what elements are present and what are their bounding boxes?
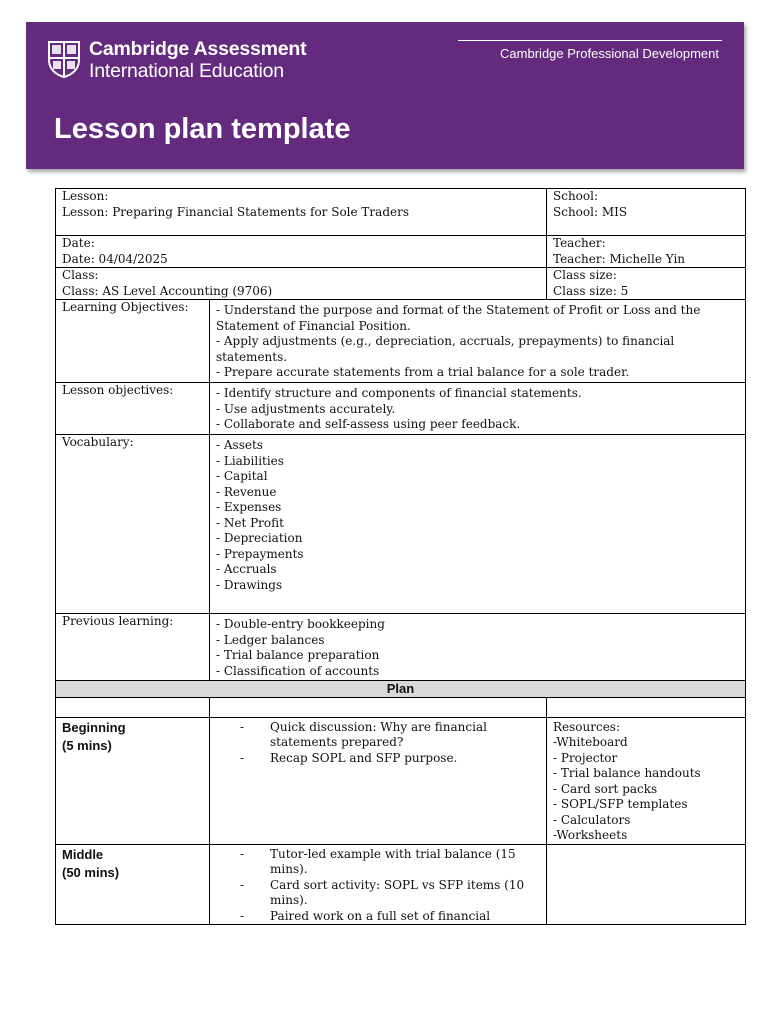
class-row xyxy=(56,268,746,300)
list-item: - Understand the purpose and format of the Statement of Profit or Loss and the Statement of Financial Position. xyxy=(216,303,701,333)
list-item: - Accruals xyxy=(216,562,277,576)
list-item: - Depreciation xyxy=(216,531,303,545)
list-item: - Collaborate and self-assess using peer feedback. xyxy=(216,417,521,431)
school-label: School: xyxy=(553,189,598,203)
list-item: - Card sort packs xyxy=(553,781,658,796)
org-name-line1: Cambridge Assessment xyxy=(89,38,307,60)
learning-objectives-label: Learning Objectives: xyxy=(56,300,210,383)
middle-stage: Middle xyxy=(62,846,104,862)
list-item: - Double-entry bookkeeping xyxy=(216,617,385,631)
previous-learning-row xyxy=(56,614,746,681)
page-title: Lesson plan template xyxy=(54,113,351,145)
lesson-label: Lesson: xyxy=(62,189,109,203)
teacher-value: Teacher: Michelle Yin xyxy=(553,251,686,266)
middle-duration: (50 mins) xyxy=(62,864,120,880)
class-cell xyxy=(56,268,547,300)
teacher-cell xyxy=(547,236,746,268)
list-item: - Quick discussion: Why are financial statements prepared? xyxy=(240,720,540,751)
lesson-objectives-label: Lesson objectives: xyxy=(56,383,210,435)
vocabulary-label: Vocabulary: xyxy=(56,435,210,614)
list-item: - Trial balance preparation xyxy=(216,648,380,662)
list-item: - Use adjustments accurately. xyxy=(216,401,396,416)
plan-spacer-row xyxy=(56,697,746,717)
org-name-line2: International Education xyxy=(89,60,284,82)
list-item: - Calculators xyxy=(553,812,631,827)
lesson-plan-table xyxy=(55,188,746,925)
school-value: School: MIS xyxy=(553,204,628,219)
list-item: - Identify structure and components of financial statements. xyxy=(216,386,582,400)
list-item: - Apply adjustments (e.g., depreciation, accruals, prepayments) to financial statements. xyxy=(216,334,675,364)
vocabulary-list xyxy=(210,435,746,614)
list-item: - Paired work on a full set of financial xyxy=(240,909,540,925)
division-rule xyxy=(458,40,722,41)
teacher-label: Teacher: xyxy=(553,236,606,250)
learning-objectives-list xyxy=(210,300,746,383)
beginning-duration: (5 mins) xyxy=(62,737,112,753)
empty-cell xyxy=(547,697,746,717)
empty-cell xyxy=(547,844,746,925)
previous-learning-label: Previous learning: xyxy=(56,614,210,681)
list-item: - Tutor-led example with trial balance (15 mins). xyxy=(240,847,540,878)
header-banner xyxy=(26,22,744,169)
list-item: - Recap SOPL and SFP purpose. xyxy=(240,751,540,767)
learning-objectives-row xyxy=(56,300,746,383)
date-value: Date: 04/04/2025 xyxy=(62,251,168,266)
empty-cell xyxy=(210,697,547,717)
lesson-cell xyxy=(56,189,547,236)
empty-cell xyxy=(56,697,210,717)
class-size-cell xyxy=(547,268,746,300)
list-item: - Capital xyxy=(216,469,268,483)
lesson-value: Lesson: Preparing Financial Statements for Sole Traders xyxy=(62,204,409,219)
lesson-objectives-list xyxy=(210,383,746,435)
list-item: - Classification of accounts xyxy=(216,663,380,678)
list-item: - Drawings xyxy=(216,577,283,592)
cambridge-crest-icon xyxy=(47,40,81,78)
date-row xyxy=(56,236,746,268)
class-value: Class: AS Level Accounting (9706) xyxy=(62,283,273,298)
vocabulary-row xyxy=(56,435,746,614)
date-cell xyxy=(56,236,547,268)
list-item: - Assets xyxy=(216,438,263,452)
lesson-row xyxy=(56,189,746,236)
list-item: - Expenses xyxy=(216,500,282,514)
beginning-stage: Beginning xyxy=(62,719,126,735)
beginning-row xyxy=(56,717,746,844)
list-item: -Worksheets xyxy=(553,828,628,842)
previous-learning-list xyxy=(210,614,746,681)
division-name: Cambridge Professional Development xyxy=(500,46,719,61)
middle-row xyxy=(56,844,746,925)
list-item: - Projector xyxy=(553,750,618,765)
class-label: Class: xyxy=(62,268,99,282)
middle-activities-list xyxy=(216,847,540,925)
plan-heading-row xyxy=(56,681,746,698)
resources-label: Resources: xyxy=(553,719,621,734)
list-item: - Revenue xyxy=(216,484,277,499)
middle-activities-cell xyxy=(210,844,547,925)
list-item: - Prepare accurate statements from a trial balance for a sole trader. xyxy=(216,365,630,379)
beginning-stage-cell xyxy=(56,717,210,844)
beginning-activities-cell xyxy=(210,717,547,844)
date-label: Date: xyxy=(62,236,95,250)
list-item: - Liabilities xyxy=(216,453,284,468)
beginning-activities-list xyxy=(216,720,540,767)
lesson-objectives-row xyxy=(56,383,746,435)
list-item: - Trial balance handouts xyxy=(553,766,701,780)
list-item: - SOPL/SFP templates xyxy=(553,797,688,811)
school-cell xyxy=(547,189,746,236)
list-item: - Net Profit xyxy=(216,515,284,530)
plan-heading: Plan xyxy=(56,681,746,698)
list-item: - Ledger balances xyxy=(216,632,325,647)
resources-cell xyxy=(547,717,746,844)
class-size-value: Class size: 5 xyxy=(553,283,629,298)
middle-stage-cell xyxy=(56,844,210,925)
list-item: - Prepayments xyxy=(216,546,304,561)
list-item: -Whiteboard xyxy=(553,735,628,749)
class-size-label: Class size: xyxy=(553,268,617,282)
list-item: - Card sort activity: SOPL vs SFP items (10 mins). xyxy=(240,878,540,909)
